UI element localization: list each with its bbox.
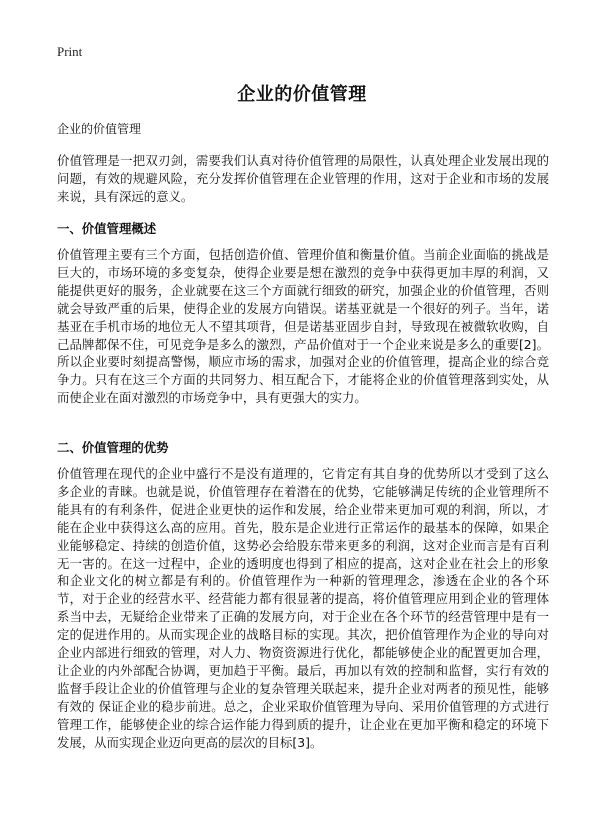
print-link[interactable]: Print [57, 44, 83, 59]
page-title: 企业的价值管理 [237, 84, 367, 105]
section-body-advantages: 价值管理在现代的企业中盛行不是没有道理的，它肯定有其自身的优势所以才受到了这么多企业的青睐。也就是说，价值管理存在着潜在的优势，它能够满足传统的企业管理所不能具有的有利条件，促进企业更快的运作和发展，给企业带来更加可观的利润，所以，才能在企业中获得这么高的应用。首先，股东是企业进行正常运作的最基本的保障，如果企业能够稳定、持续的创造价值，这势必会给股东带来更多的利润，这对企业而言是有百利无一害的。在这一过程中，企业的透明度也得到了相应的提高，这对企业在社会上的形象和企业文化的树立都是有利的。价值管理作为一种新的管理理念，渗透在企业的各个环节，对于企业的经营水平、经营能力都有很显著的提高，将价值管理应用到企业的管理体系当中去，无疑给企业带来了正确的发展方向，对于企业在各个环节的经营管理中是有一定的促进作用的。从而实现企业的战略目标的实现。其次，把价值管理作为企业的导向对企业内部进行细致的管理，对人力、物资资源进行优化，都能够使企业的配置更加合理，让企业的内外部配合协调，更加趋于平衡。最后，再加以有效的控制和监督，实行有效的监督手段让企业的价值管理与企业的复杂管理关联起来，提升企业对两者的预见性，能够有效的 保证企业的稳步前进。总之，企业采取价值管理为导向、采用价值管理的方式进行管理工作，能够使企业的综合运作能力得到质的提升，让企业在更加平衡和稳定的环境下发展，从而实现企业迈向更高的层次的目标[3]。 [57, 466, 549, 750]
document-subtitle: 企业的价值管理 [57, 122, 142, 136]
section-heading-overview: 一、价值管理概述 [57, 221, 157, 236]
intro-paragraph: 价值管理是一把双刃剑，需要我们认真对待价值管理的局限性，认真处理企业发展出现的问题，有效的规避风险，充分发挥价值管理在企业管理的作用，这对于企业和市场的发展来说，具有深远的意义。 [57, 153, 549, 204]
section-heading-advantages: 二、价值管理的优势 [57, 440, 169, 455]
section-body-overview: 价值管理主要有三个方面，包括创造价值、管理价值和衡量价值。当前企业面临的挑战是巨大的，市场环境的多变复杂，使得企业要是想在激烈的竞争中获得更加丰厚的利润，又能提供更好的服务，企业就要在这三个方面就行细致的研究，加强企业的价值管理，否则就会导致严重的后果，使得企业的发展方向错误。诺基亚就是一个很好的列子。当年，诺基亚在手机市场的地位无人不望其项背，但是诺基亚固步自封，导致现在被微软收购，自己品牌都保不住，可见竞争是多么的激烈，产品价值对于一个企业来说是多么的重要[2]。所以企业要时刻提高警惕，顺应市场的需求，加强对企业的价值管理，提高企业的综合竞争力。只有在这三个方面的共同努力、相互配合下，才能将企业的价值管理落到实处，从而使企业在面对激烈的市场竞争中，具有更强大的实力。 [57, 247, 549, 406]
